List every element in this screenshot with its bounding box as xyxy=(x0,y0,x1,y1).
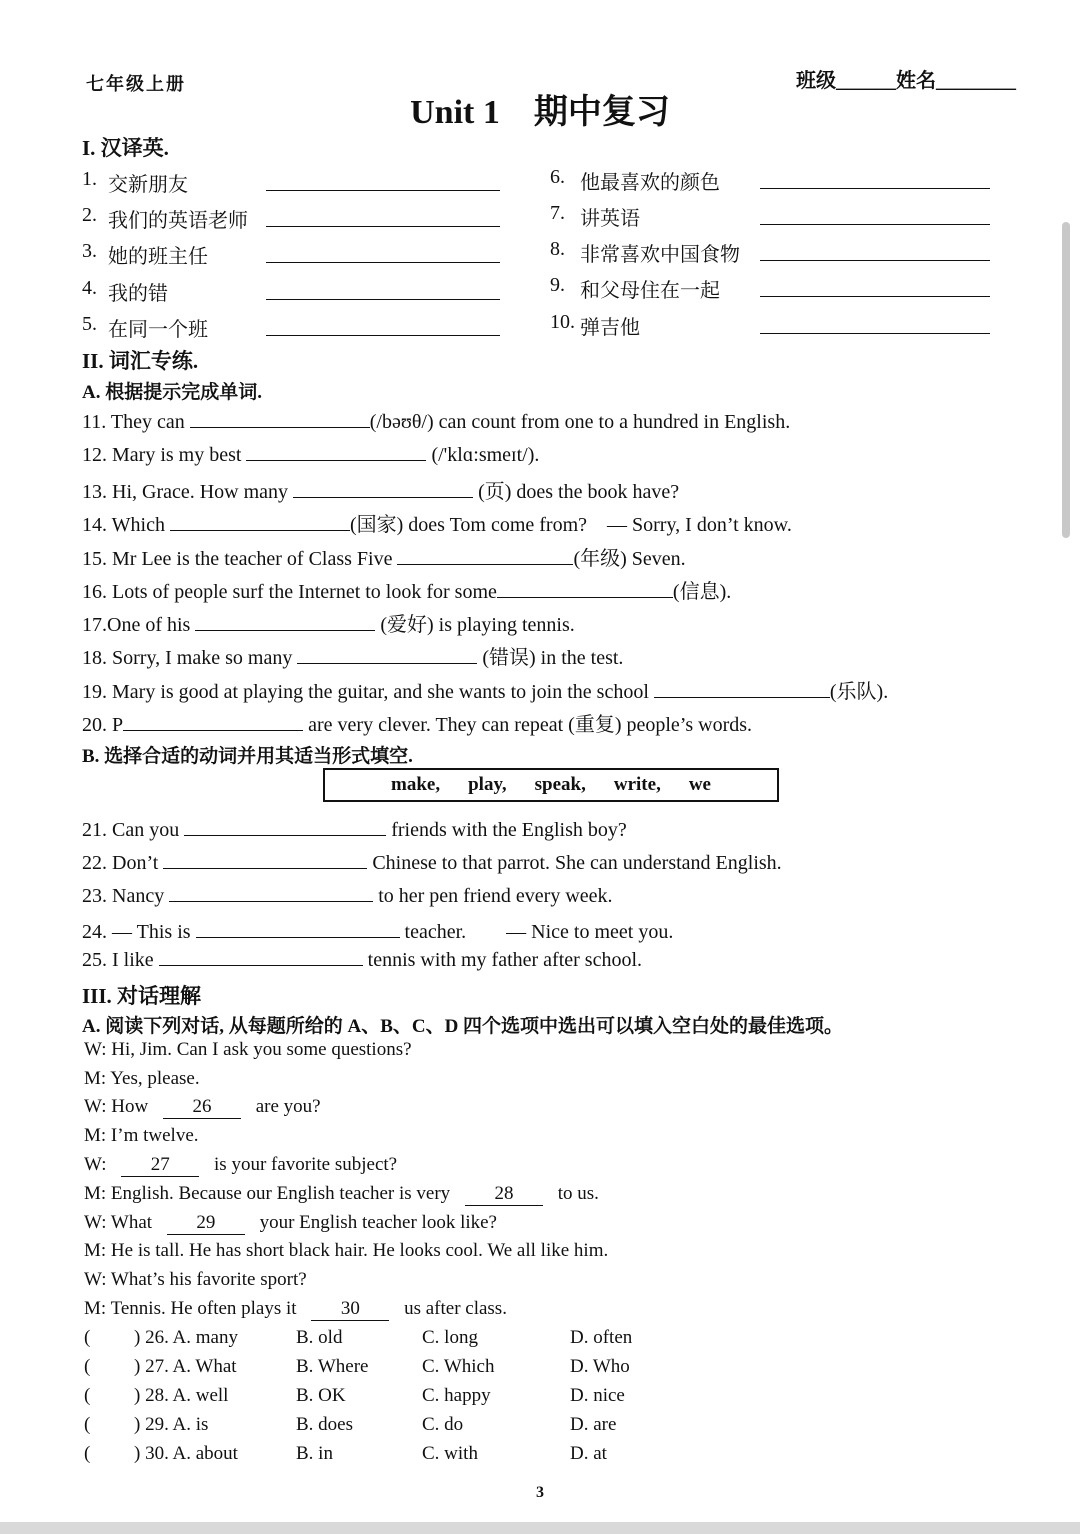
answer-blank[interactable] xyxy=(163,850,367,869)
answer-blank[interactable] xyxy=(246,442,426,461)
word-box-item: we xyxy=(688,774,711,795)
option-a: ) 30. A. about xyxy=(134,1443,238,1464)
exercise-text: 18. Sorry, I make so many xyxy=(82,647,298,669)
item-prompt: 我们的英语老师 xyxy=(108,210,248,232)
dialogue-text: W: xyxy=(84,1154,112,1175)
answer-blank[interactable] xyxy=(169,883,373,902)
exercise-text: 17.One of his xyxy=(82,614,196,636)
option-b: B. OK xyxy=(296,1385,346,1406)
dialogue-line xyxy=(84,1269,307,1291)
exercise-row xyxy=(82,817,627,842)
exercise-text: (错误) in the test. xyxy=(477,647,624,669)
dialogue-text: M: He is tall. He has short black hair. He looks cool. We all like him. xyxy=(84,1240,609,1261)
exercise-text: 13. Hi, Grace. How many xyxy=(82,481,294,503)
option-b: B. in xyxy=(296,1443,333,1464)
exercise-row xyxy=(82,641,623,670)
exercise-text: (/'klɑ:smeɪt/). xyxy=(426,444,540,466)
exercise-row xyxy=(82,442,539,467)
class-name-field[interactable]: 班级______姓名________ xyxy=(796,70,1016,92)
answer-blank[interactable] xyxy=(760,186,990,189)
answer-blank[interactable] xyxy=(760,294,990,297)
exercise-row xyxy=(82,608,575,637)
answer-blank[interactable] xyxy=(184,817,386,836)
exercise-text: 23. Nancy xyxy=(82,885,170,907)
dialogue-line xyxy=(84,1039,412,1061)
dialogue-line xyxy=(84,1298,507,1321)
dialogue-text: your English teacher look like? xyxy=(254,1212,497,1233)
item-prompt: 和父母住在一起 xyxy=(580,280,720,302)
item-number: 9. xyxy=(550,274,565,296)
dialogue-blank[interactable]: 26 xyxy=(163,1096,241,1119)
item-prompt: 在同一个班 xyxy=(108,319,208,341)
exercise-text: 24. — This is xyxy=(82,921,196,943)
answer-paren[interactable]: ( xyxy=(84,1443,91,1464)
exercise-text: (信息). xyxy=(672,581,732,603)
exercise-text: teacher. — Nice to meet you. xyxy=(399,921,674,943)
item-prompt: 弹吉他 xyxy=(580,317,640,339)
part-a-heading: A. 根据提示完成单词. xyxy=(82,382,262,403)
option-d: D. are xyxy=(570,1414,617,1435)
answer-paren[interactable]: ( xyxy=(84,1414,91,1435)
dialogue-line xyxy=(84,1240,608,1262)
exercise-text: friends with the English boy? xyxy=(386,819,627,841)
dialogue-text: to us. xyxy=(552,1183,599,1204)
exercise-row xyxy=(82,675,888,704)
item-number: 1. xyxy=(82,168,97,190)
part-b-heading: B. 选择合适的动词并用其适当形式填空. xyxy=(82,746,413,767)
exercise-row xyxy=(82,575,731,604)
dialogue-line xyxy=(84,1154,397,1177)
section-3-heading: III. 对话理解 xyxy=(82,984,202,1008)
dialogue-blank[interactable]: 29 xyxy=(167,1212,245,1235)
dialogue-text: W: Hi, Jim. Can I ask you some questions? xyxy=(84,1039,412,1060)
answer-blank[interactable] xyxy=(159,947,363,966)
option-a: ) 27. A. What xyxy=(134,1356,237,1377)
section-2-heading: II. 词汇专练. xyxy=(82,349,199,373)
exercise-text: (爱好) is playing tennis. xyxy=(375,614,575,636)
exercise-text: are very clever. They can repeat (重复) people’s words. xyxy=(303,714,753,736)
exercise-row xyxy=(82,947,642,972)
exercise-text: 21. Can you xyxy=(82,819,185,841)
answer-blank[interactable] xyxy=(190,409,370,428)
option-b: B. Where xyxy=(296,1356,369,1377)
item-prompt: 非常喜欢中国食物 xyxy=(580,244,740,266)
item-number: 4. xyxy=(82,277,97,299)
exercise-row xyxy=(82,850,782,875)
option-d: D. Who xyxy=(570,1356,630,1377)
dialogue-line xyxy=(84,1183,599,1206)
answer-blank[interactable] xyxy=(293,479,473,498)
answer-blank[interactable] xyxy=(760,331,990,334)
exercise-text: (页) does the book have? xyxy=(473,481,680,503)
exercise-text: 19. Mary is good at playing the guitar, and she wants to join the school xyxy=(82,681,654,703)
dialogue-text: M: Tennis. He often plays it xyxy=(84,1298,302,1319)
item-prompt: 我的错 xyxy=(108,283,168,305)
dialogue-text: M: English. Because our English teacher is very xyxy=(84,1183,455,1204)
item-number: 6. xyxy=(550,166,565,188)
option-c: C. long xyxy=(422,1327,478,1348)
answer-blank[interactable] xyxy=(397,546,573,565)
exercise-text: 15. Mr Lee is the teacher of Class Five xyxy=(82,548,398,570)
dialogue-blank[interactable]: 27 xyxy=(121,1154,199,1177)
page-title: Unit 1 期中复习 xyxy=(410,94,670,131)
item-prompt: 交新朋友 xyxy=(108,174,188,196)
exercise-text: 22. Don’t xyxy=(82,852,164,874)
exercise-text: tennis with my father after school. xyxy=(362,949,643,971)
answer-blank[interactable] xyxy=(497,579,673,598)
answer-blank[interactable] xyxy=(123,712,303,731)
answer-blank[interactable] xyxy=(196,919,400,938)
item-number: 10. xyxy=(550,311,575,333)
answer-blank[interactable] xyxy=(170,512,350,531)
dialogue-text: W: How xyxy=(84,1096,153,1117)
answer-blank[interactable] xyxy=(266,260,500,263)
exercise-text: 25. I like xyxy=(82,949,159,971)
section-1-heading: I. 汉译英. xyxy=(82,136,169,160)
dialogue-text: is your favorite subject? xyxy=(209,1154,398,1175)
word-box-item: make, xyxy=(391,774,441,795)
exercise-text: to her pen friend every week. xyxy=(373,885,613,907)
exercise-text: (国家) does Tom come from? — Sorry, I don’t know. xyxy=(349,514,792,536)
answer-blank[interactable] xyxy=(266,188,500,191)
dialogue-text: M: Yes, please. xyxy=(84,1068,200,1089)
exercise-row xyxy=(82,883,613,908)
option-c: C. do xyxy=(422,1414,464,1435)
option-a: ) 26. A. many xyxy=(134,1327,238,1348)
option-c: C. happy xyxy=(422,1385,491,1406)
item-prompt: 他最喜欢的颜色 xyxy=(580,172,720,194)
option-d: D. often xyxy=(570,1327,633,1348)
answer-blank[interactable] xyxy=(760,258,990,261)
answer-blank[interactable] xyxy=(266,297,500,300)
option-d: D. nice xyxy=(570,1385,625,1406)
dialogue-text: us after class. xyxy=(399,1298,507,1319)
dialogue-line xyxy=(84,1212,497,1235)
exercise-text: (乐队). xyxy=(829,681,889,703)
exercise-text: (年级) Seven. xyxy=(573,548,686,570)
answer-blank[interactable] xyxy=(195,612,375,631)
exercise-text: 14. Which xyxy=(82,514,170,536)
dialogue-line xyxy=(84,1125,199,1147)
dialogue-line xyxy=(84,1068,200,1090)
dialogue-text: W: What xyxy=(84,1212,157,1233)
exercise-row xyxy=(82,915,673,944)
exercise-text: 12. Mary is my best xyxy=(82,444,247,466)
answer-paren[interactable]: ( xyxy=(84,1385,91,1406)
option-b: B. does xyxy=(296,1414,353,1435)
exercise-text: 16. Lots of people surf the Internet to look for some xyxy=(82,581,497,603)
option-d: D. at xyxy=(570,1443,607,1464)
item-number: 8. xyxy=(550,238,565,260)
word-box-item: speak, xyxy=(534,774,586,795)
exercise-text: 20. P xyxy=(82,714,124,736)
exercise-row xyxy=(82,475,679,504)
dialogue-blank[interactable]: 30 xyxy=(311,1298,389,1321)
grade-label: 七年级上册 xyxy=(86,74,186,94)
exercise-text: 11. They can xyxy=(82,411,190,433)
item-number: 5. xyxy=(82,313,97,335)
vertical-scrollbar[interactable] xyxy=(1062,222,1070,538)
dialogue-line xyxy=(84,1096,321,1119)
option-c: C. with xyxy=(422,1443,478,1464)
word-box-item: write, xyxy=(613,774,661,795)
answer-blank[interactable] xyxy=(760,222,990,225)
page-number: 3 xyxy=(536,1484,544,1501)
exercise-text: (/bəʊθ/) can count from one to a hundred in English. xyxy=(369,411,791,433)
option-a: ) 29. A. is xyxy=(134,1414,209,1435)
exercise-row xyxy=(82,542,686,571)
exercise-row xyxy=(82,409,790,434)
answer-paren[interactable]: ( xyxy=(84,1356,91,1377)
option-a: ) 28. A. well xyxy=(134,1385,229,1406)
item-number: 3. xyxy=(82,240,97,262)
item-number: 7. xyxy=(550,202,565,224)
dialogue-text: M: I’m twelve. xyxy=(84,1125,199,1146)
answer-blank[interactable] xyxy=(654,679,830,698)
answer-paren[interactable]: ( xyxy=(84,1327,91,1348)
word-box xyxy=(323,768,779,802)
dialogue-blank[interactable]: 28 xyxy=(465,1183,543,1206)
bottom-bar xyxy=(0,1522,1080,1534)
word-box-item: play, xyxy=(468,774,507,795)
exercise-row xyxy=(82,508,792,537)
answer-blank[interactable] xyxy=(266,333,500,336)
dialogue-text: W: What’s his favorite sport? xyxy=(84,1269,307,1290)
item-prompt: 她的班主任 xyxy=(108,246,208,268)
option-c: C. Which xyxy=(422,1356,495,1377)
dialogue-instructions: A. 阅读下列对话, 从每题所给的 A、B、C、D 四个选项中选出可以填入空白处的最佳选项。 xyxy=(82,1016,844,1037)
item-number: 2. xyxy=(82,204,97,226)
answer-blank[interactable] xyxy=(297,645,477,664)
answer-blank[interactable] xyxy=(266,224,500,227)
exercise-row xyxy=(82,708,752,737)
exercise-text: Chinese to that parrot. She can understand English. xyxy=(367,852,782,874)
option-b: B. old xyxy=(296,1327,343,1348)
dialogue-text: are you? xyxy=(250,1096,321,1117)
item-prompt: 讲英语 xyxy=(580,208,640,230)
